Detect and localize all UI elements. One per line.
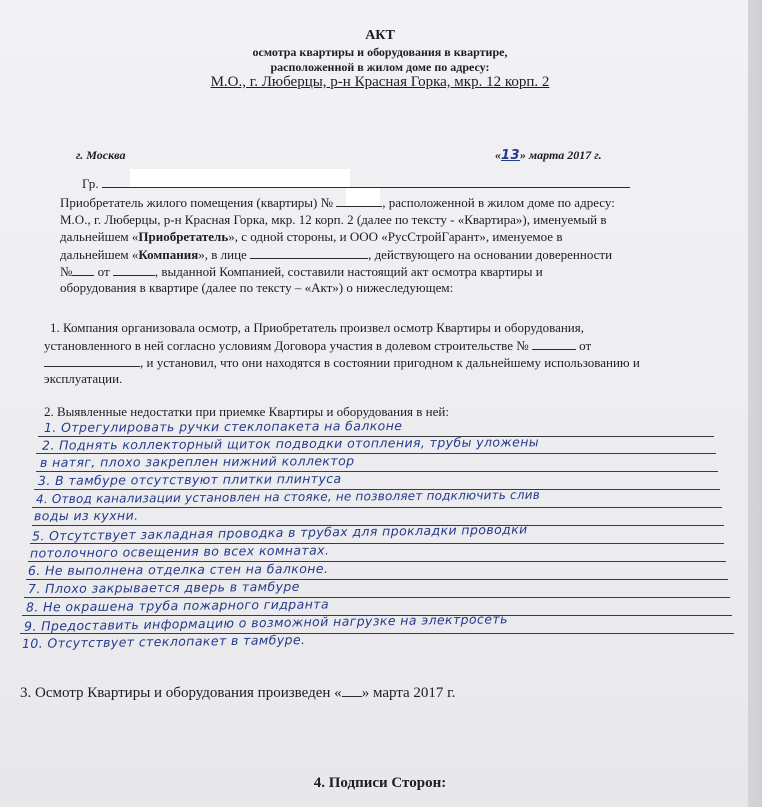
document-title: АКТ	[365, 28, 395, 43]
defect-item: 9. Предоставить информацию о возможной нагрузке на электросеть	[23, 611, 508, 634]
contract-date-field	[44, 354, 140, 367]
defect-item: в натяг, плохо закреплен нижний коллектор	[39, 453, 355, 470]
defect-item: потолочного освещения во всех комнатах.	[29, 542, 330, 561]
document-subtitle-line1: осмотра квартиры и оборудования в квартире,	[252, 45, 508, 59]
intro-l5-from-label: от	[97, 264, 110, 279]
section2-heading: 2. Выявленные недостатки при приемке Квартиры и оборудования в ней:	[44, 404, 449, 419]
intro-l4-suffix: , действующего на основании доверенности	[368, 247, 613, 262]
document-subtitle-line2: расположенной в жилом доме по адресу:	[270, 60, 490, 74]
defect-item: 7. Плохо закрывается дверь в тамбуре	[27, 578, 300, 597]
intro-l5-number-label: №	[60, 264, 73, 279]
section3-date-rest: » марта 2017 г.	[361, 685, 456, 701]
intro-l3-prefix: дальнейшем «	[60, 229, 139, 244]
property-address: М.О., г. Люберцы, р-н Красная Горка, мкр. 12 корп. 2	[210, 74, 550, 90]
defect-item: 5. Отсутствует закладная проводка в трубах для прокладки проводки	[31, 521, 528, 544]
defect-item: 4. Отвод канализации установлен на стояке, не позволяет подключить слив	[35, 487, 541, 507]
intro-line-5	[60, 263, 543, 280]
document-city: г. Москва	[76, 148, 126, 162]
defect-item: 2. Поднять коллекторный щиток подводки отопления, трубы уложены	[41, 434, 540, 453]
defect-item: 6. Не выполнена отделка стен на балконе.	[27, 560, 329, 579]
defect-item: 1. Отрегулировать ручки стеклопакета на балконе	[43, 418, 403, 435]
section1-condition-text: , и установил, что они находятся в состоянии пригодном к дальнейшему использованию и	[140, 355, 640, 370]
defect-item: 3. В тамбуре отсутствуют плитки плинтуса	[37, 470, 342, 489]
intro-l3-suffix: », с одной стороны, и ООО «РусСтройГарант», именуемое в	[228, 229, 563, 244]
poa-number-field	[72, 263, 94, 276]
buyer-name-field	[102, 175, 630, 188]
section1-from-label: от	[579, 338, 592, 353]
intro-purchaser-term: Приобретатель	[138, 229, 229, 244]
section1-line-1: 1. Компания организовала осмотр, а Приобретатель произвел осмотр Квартиры и оборудования,	[50, 320, 584, 335]
intro-line-3	[60, 229, 562, 245]
section4-heading: 4. Подписи Сторон:	[313, 775, 447, 791]
defect-item: 8. Не окрашена труба пожарного гидранта	[25, 596, 330, 615]
inspection-day-field	[342, 683, 362, 697]
intro-line-6: оборудования в квартире (далее по тексту – «Акт») о нижеследующем:	[60, 280, 454, 295]
section1-line-4: эксплуатации.	[44, 371, 123, 386]
section1-line-2	[44, 337, 591, 354]
redacted-buyer-name	[130, 169, 350, 187]
intro-company-term: Компания	[138, 247, 199, 262]
contract-number-field	[532, 337, 576, 350]
date-open-quote: «	[495, 148, 501, 162]
intro-located-text: , расположенной в жилом доме по адресу:	[382, 195, 615, 210]
intro-l5-suffix: , выданной Компанией, составили настоящий акт осмотра квартиры и	[154, 264, 543, 279]
section1-contract-label: установленного в ней согласно условиям Договора участия в долевом строительстве №	[44, 338, 529, 353]
intro-line-1	[60, 194, 615, 211]
intro-l4-represented: », в лице	[198, 247, 247, 262]
section1-line-3	[44, 354, 640, 371]
redacted-apartment-number	[346, 188, 380, 206]
date-day-handwritten: 13	[501, 148, 520, 163]
intro-apartment-label: Приобретатель жилого помещения (квартиры) №	[60, 195, 333, 210]
defect-item: воды из кухни.	[33, 507, 139, 524]
defect-item: 10. Отсутствует стеклопакет в тамбуре.	[21, 632, 306, 651]
apartment-number-field	[336, 194, 382, 207]
date-rest: » марта 2017 г.	[519, 148, 602, 162]
intro-line-2: М.О., г. Люберцы, р-н Красная Горка, мкр. 12 корп. 2 (далее по тексту - «Квартира»), именуемый в	[60, 212, 607, 227]
poa-date-field	[113, 263, 155, 276]
section3-text: 3. Осмотр Квартиры и оборудования произведен «	[20, 685, 342, 701]
intro-l4-prefix: дальнейшем «	[60, 247, 139, 262]
document-date	[495, 148, 602, 163]
buyer-label: Гр.	[82, 176, 99, 191]
representative-field	[250, 246, 368, 259]
intro-line-4	[60, 246, 612, 263]
section3-line	[20, 683, 455, 702]
